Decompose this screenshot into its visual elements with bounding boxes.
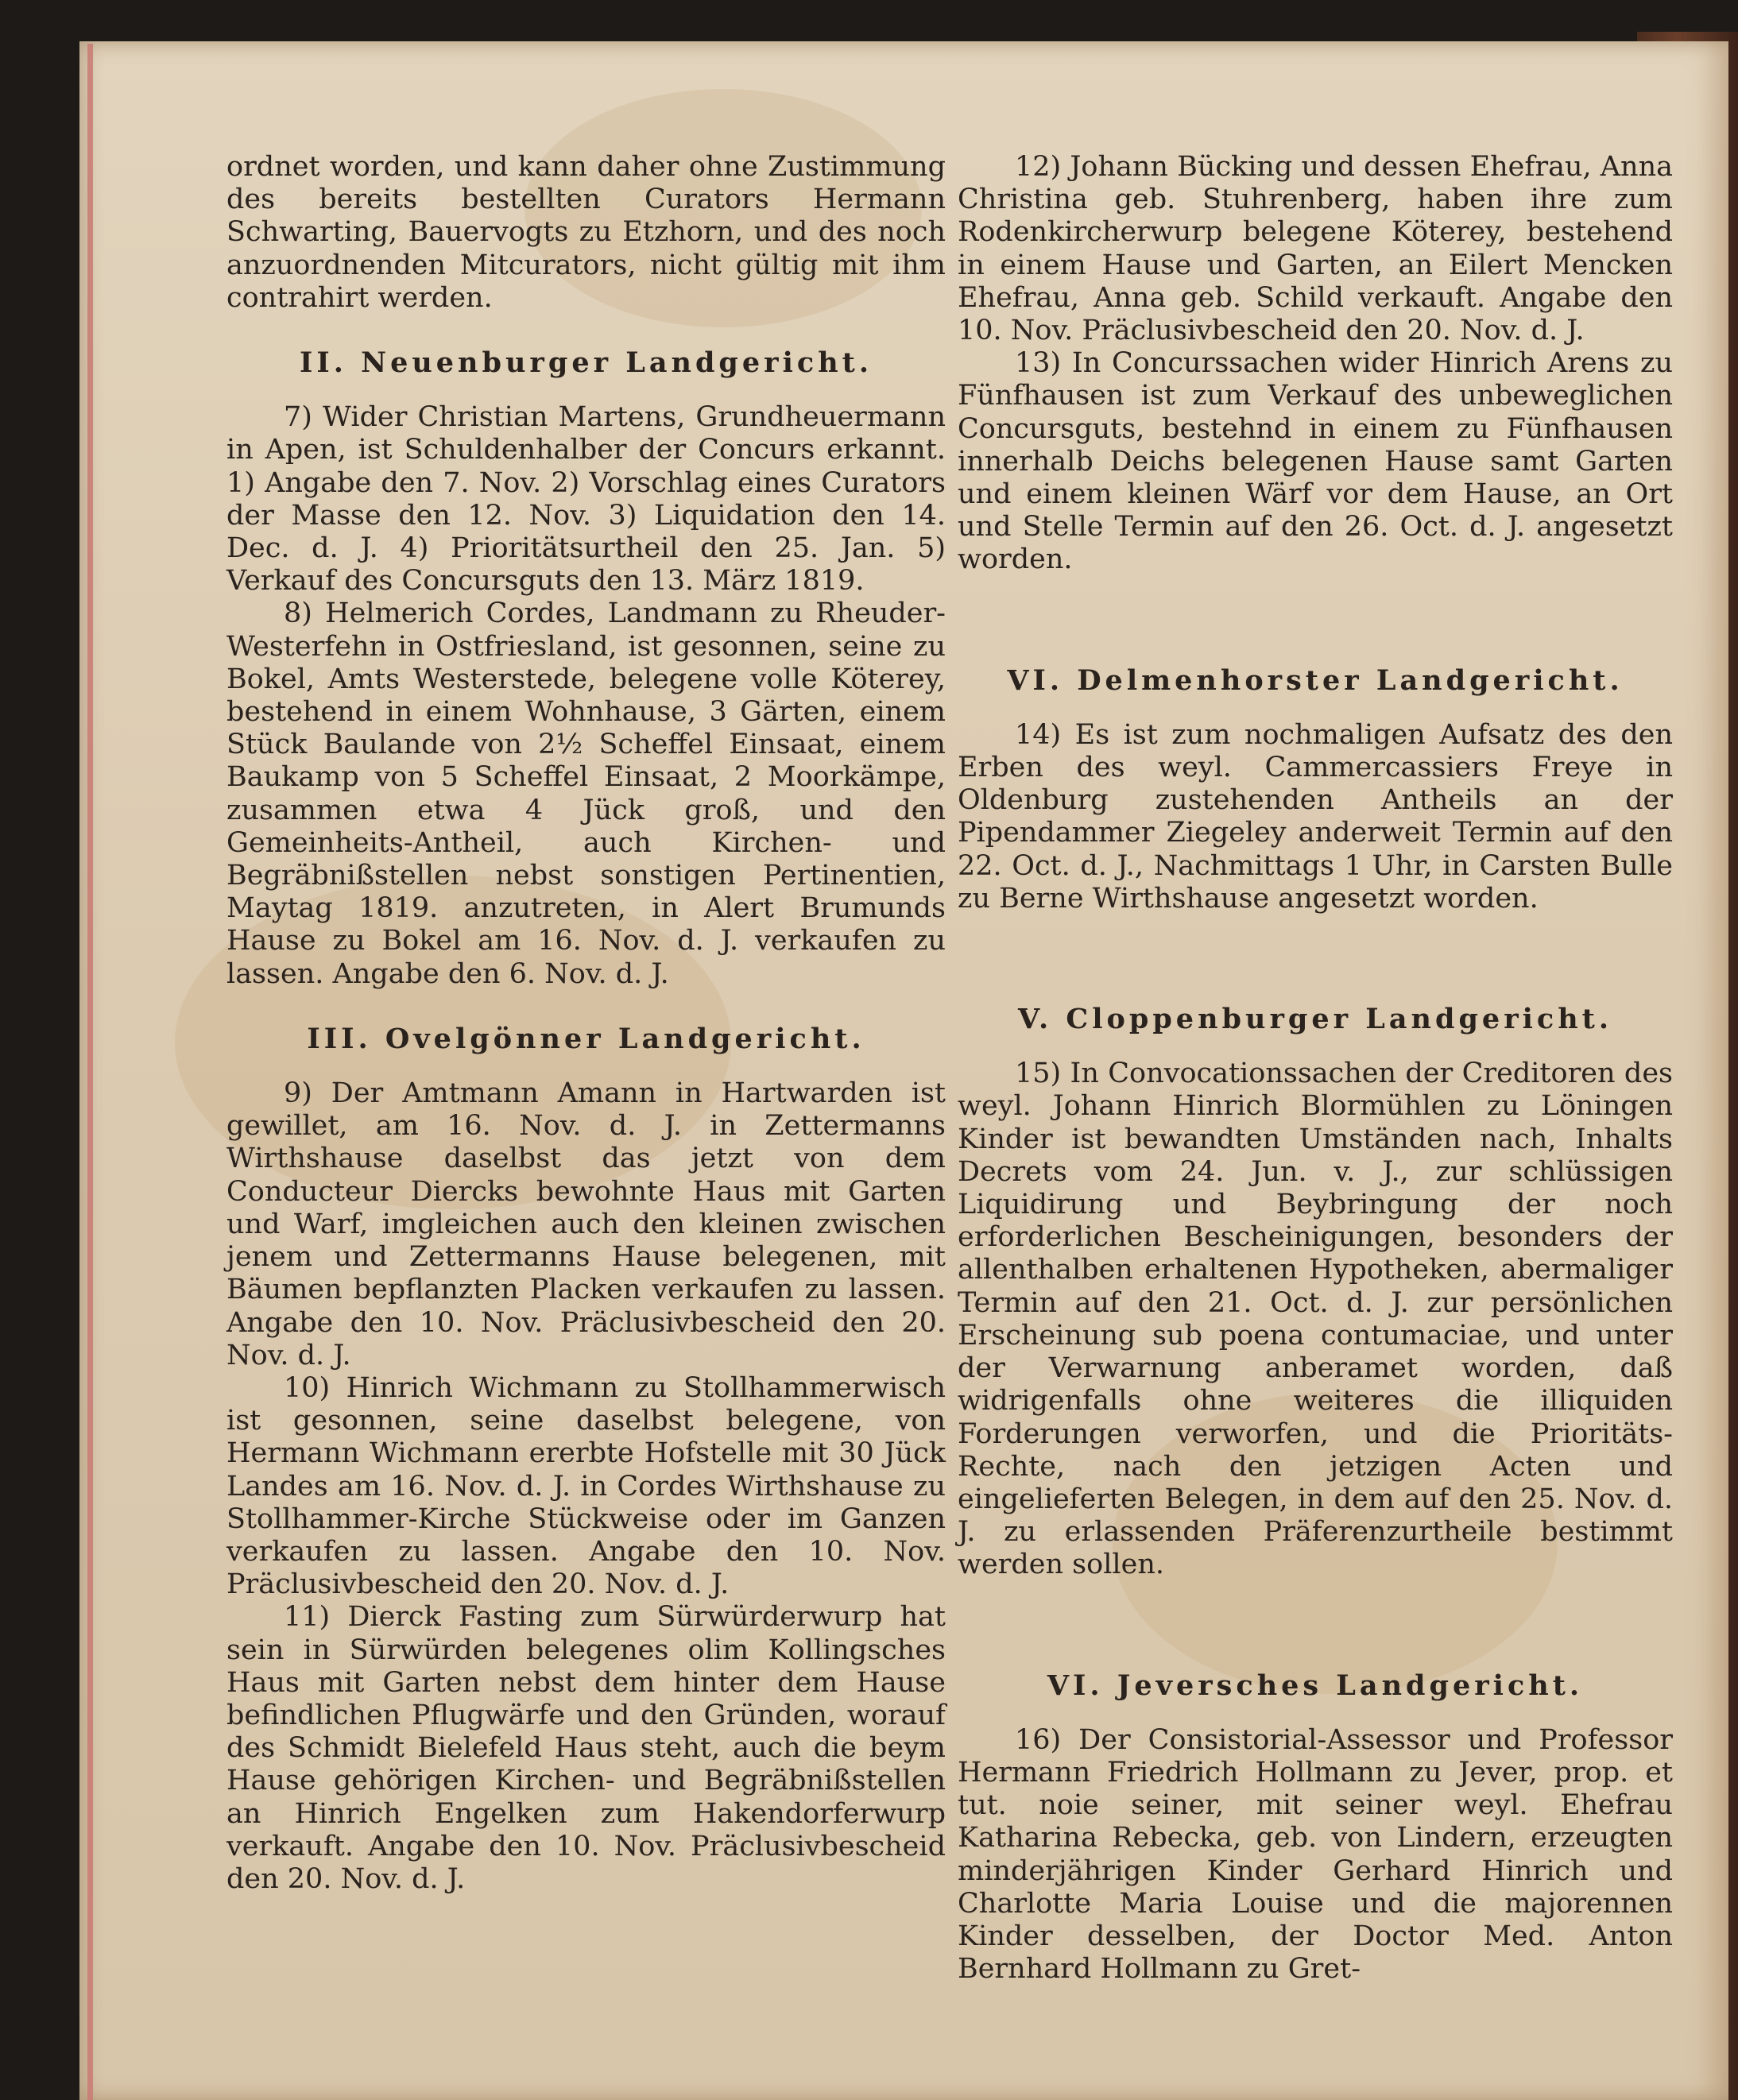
notice-13: 13) In Concurssachen wider Hinrich Arens zu Fünfhausen ist zum Verkauf des unbeweglichen Concursguts, bestehnd in einem zu Fünfhausen innerhalb Deichs belegenen Hause samt Garten und einem kleinen Wärf vor dem Hause, an Ort und Stelle Termin auf den 26. Oct. d. J. angesetzt worden. (958, 347, 1673, 576)
notice-16: 16) Der Consistorial-Assessor und Professor Hermann Friedrich Hollmann zu Jever, prop. et tut. noie seiner, mit seiner weyl. Ehefrau Katharina Rebecka, geb. von Lindern, erzeugten minderjährigen Kinder Gerhard Hinrich und Charlotte Maria Louise und die majorennen Kinder desselben, der Doctor Med. Anton Bernhard Hollmann zu Gret- (958, 1723, 1673, 1986)
notice-9: 9) Der Amtmann Amann in Hartwarden ist gewillet, am 16. Nov. d. J. in Zettermanns Wirthshause daselbst das jetzt von dem Conducteur Diercks bewohnte Haus mit Garten und Warf, imgleichen auch den kleinen zwischen jenem und Zettermanns Hause belegenen, mit Bäumen bepflanzten Placken verkaufen zu lassen. Angabe den 10. Nov. Präclusivbescheid den 20. Nov. d. J. (226, 1077, 946, 1371)
left-column (226, 151, 946, 1896)
notice-8: 8) Helmerich Cordes, Landmann zu Rheuder-Westerfehn in Ostfriesland, ist gesonnen, seine zu Bokel, Amts Westerstede, belegene volle Köterey, bestehend in einem Wohnhause, 3 Gärten, einem Stück Baulande von 2½ Scheffel Einsaat, einem Baukamp von 5 Scheffel Einsaat, 2 Moorkämpe, zusammen etwa 4 Jück groß, und den Gemeinheits-Antheil, auch Kirchen- und Begräbnißstellen nebst sonstigen Pertinentien, Maytag 1819. anzutreten, in Alert Brumunds Hause zu Bokel am 16. Nov. d. J. verkaufen zu lassen. Angabe den 6. Nov. d. J. (226, 598, 946, 990)
notice-12: 12) Johann Bücking und dessen Ehefrau, Anna Christina geb. Stuhrenberg, haben ihre zum Rodenkircherwurp belegene Köterey, bestehend in einem Hause und Garten, an Eilert Mencken Ehefrau, Anna geb. Schild verkauft. Angabe den 10. Nov. Präclusivbescheid den 20. Nov. d. J. (958, 151, 1673, 347)
page-margin-line (87, 44, 93, 2100)
notice-15: 15) In Convocationssachen der Creditoren des weyl. Johann Hinrich Blormühlen zu Löningen Kinder ist bewandten Umständen nach, Inhalts Decrets vom 24. Jun. v. J., zur schlüssigen Liquidirung und Beybringung der noch erforderlichen Bescheinigungen, besonders der allenthalben erhaltenen Hypotheken, abermaliger Termin auf den 21. Oct. d. J. zur persönlichen Erscheinung sub poena contumaciae, und unter der Verwarnung anberamet worden, daß widrigenfalls ohne weiteres die illiquiden Forderungen verworfen, und die Prioritäts-Rechte, nach den jetzigen Acten und eingelieferten Belegen, in dem auf den 25. Nov. d. J. zu erlassenden Präferenzurtheile bestimmt werden sollen. (958, 1058, 1673, 1581)
right-column (958, 151, 1673, 1986)
notice-14: 14) Es ist zum nochmaligen Aufsatz des den Erben des weyl. Cammercassiers Freye in Oldenburg zustehenden Antheils an der Pipendammer Ziegeley anderweit Termin auf den 22. Oct. d. J., Nachmittags 1 Uhr, in Carsten Bulle zu Berne Wirthshause angesetzt worden. (958, 718, 1673, 915)
section-heading-delmenhorst: VI. Delmenhorster Landgericht. (1007, 663, 1624, 697)
notice-7: 7) Wider Christian Martens, Grundheuermann in Apen, ist Schuldenhalber der Concurs erkannt. 1) Angabe den 7. Nov. 2) Vorschlag eines Curators der Masse den 12. Nov. 3) Liquidation den 14. Dec. d. J. 4) Prioritätsurtheil den 25. Jan. 5) Verkauf des Concursguts den 13. März 1819. (226, 401, 946, 598)
continuation-paragraph: ordnet worden, und kann daher ohne Zustimmung des bereits bestellten Curators Hermann Schwarting, Bauervogts zu Etzhorn, und des noch anzuordnenden Mitcurators, nicht gültig mit ihm contrahirt werden. (226, 151, 946, 314)
section-heading-ovelgoenne: III. Ovelgönner Landgericht. (307, 1022, 865, 1055)
notice-11: 11) Dierck Fasting zum Sürwürderwurp hat sein in Sürwürden belegenes olim Kollingsches Haus mit Garten nebst dem hinter dem Hause befindlichen Pflugwärfe und den Gründen, worauf des Schmidt Bielefeld Haus steht, auch die beym Hause gehörigen Kirchen- und Begräbnißstellen an Hinrich Engelken zum Hakendorferwurp verkauft. Angabe den 10. Nov. Präclusivbescheid den 20. Nov. d. J. (226, 1601, 946, 1895)
section-heading-cloppenburg: V. Cloppenburger Landgericht. (1017, 1003, 1613, 1036)
notice-10: 10) Hinrich Wichmann zu Stollhammerwisch ist gesonnen, seine daselbst belegene, von Hermann Wichmann ererbte Hofstelle mit 30 Jück Landes am 16. Nov. d. J. in Cordes Wirthshause zu Stollhammer-Kirche Stückweise oder im Ganzen verkaufen zu lassen. Angabe den 10. Nov. Präclusivbescheid den 20. Nov. d. J. (226, 1371, 946, 1601)
section-heading-neuenburg: II. Neuenburger Landgericht. (299, 346, 873, 380)
section-heading-jever: VI. Jeversches Landgericht. (1047, 1669, 1584, 1702)
